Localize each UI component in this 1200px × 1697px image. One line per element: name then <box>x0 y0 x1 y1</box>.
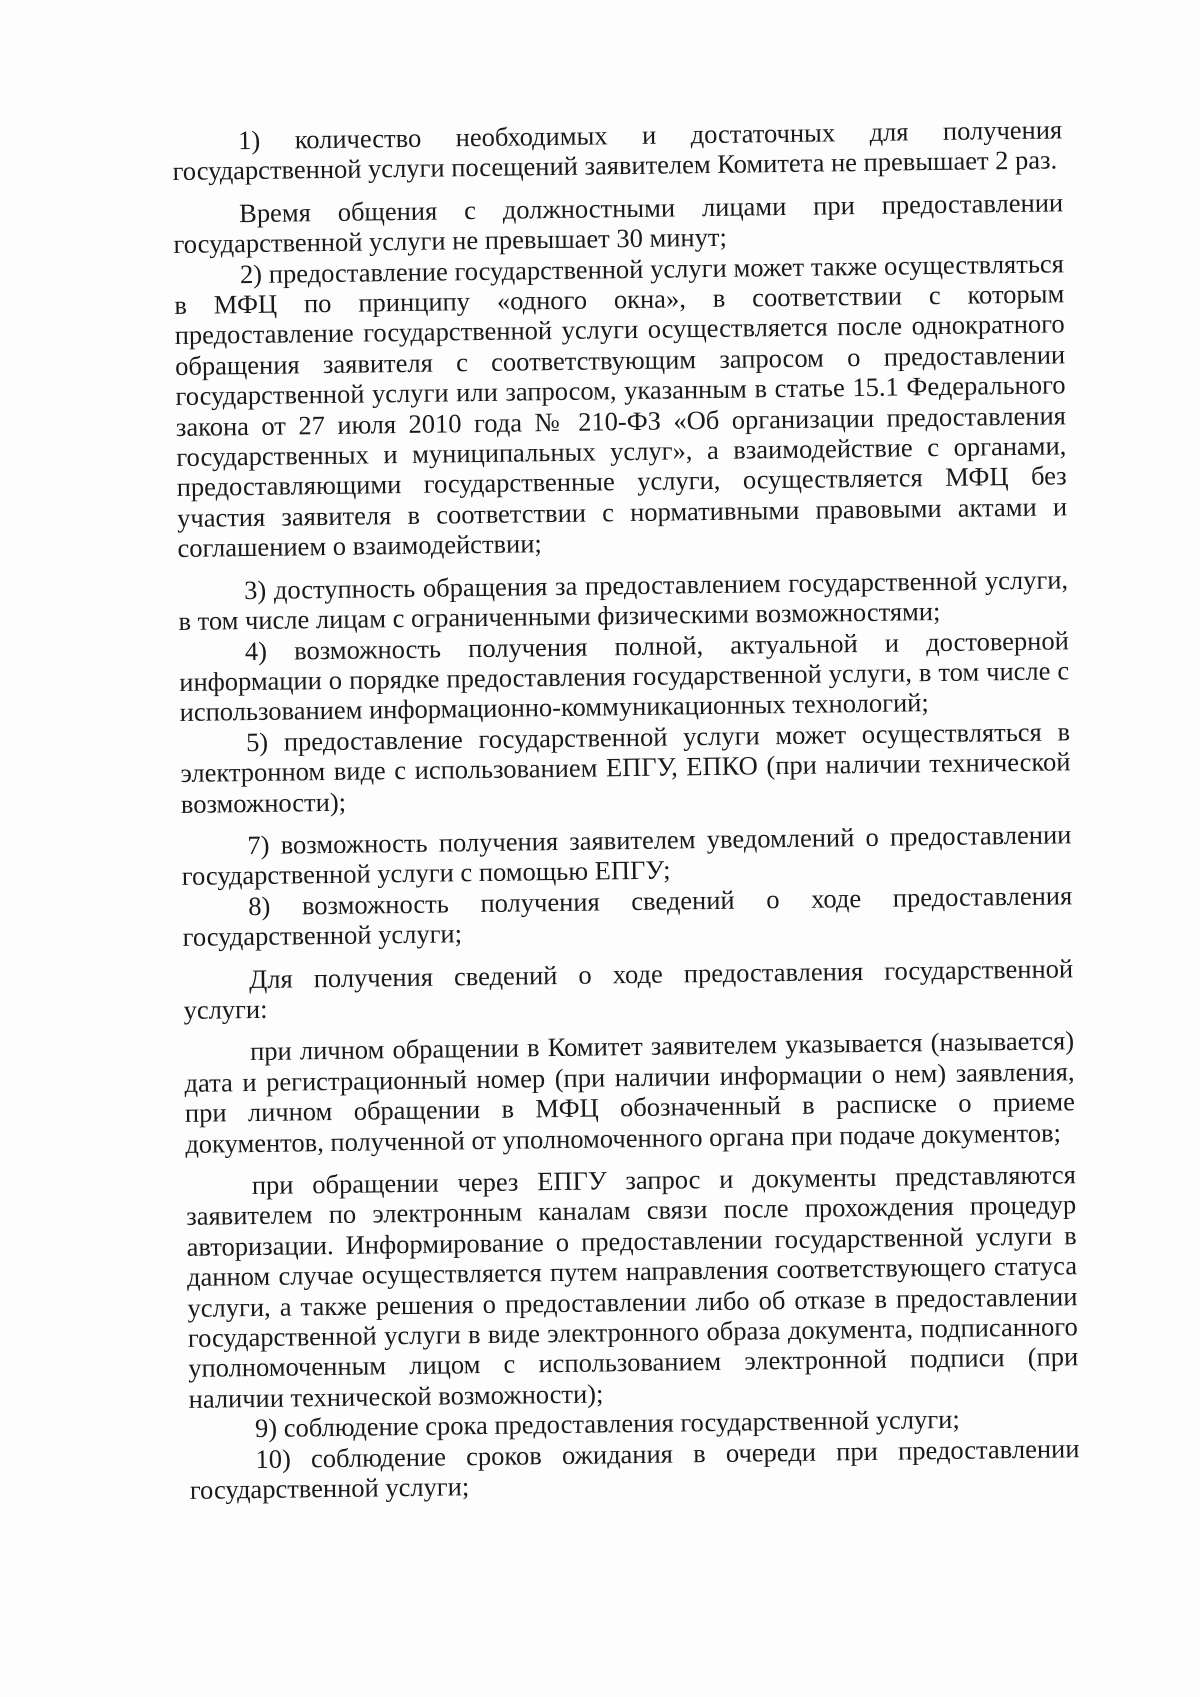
item-4-information: 4) возможность получения полной, актуальной и достоверной информации о порядке предоставления государственной услуги, в том числе с использованием информационно-коммуникационных технологий; <box>179 624 1070 728</box>
status-info-intro: Для получения сведений о ходе предоставления государственной услуги: <box>183 952 1074 1025</box>
item-10-queue: 10) соблюдение сроков ожидания в очереди при предоставлении государственной услуги; <box>189 1432 1080 1505</box>
item-3-accessibility: 3) доступность обращения за предоставлением государственной услуги, в том числе лицам с ограниченными физическими возможностями; <box>178 563 1069 637</box>
document-body <box>172 114 1080 1505</box>
item-5-electronic: 5) предоставление государственной услуги может осуществляться в электронном виде с использованием ЕПГУ, ЕПКО (при наличии технической возможности); <box>180 716 1071 819</box>
epgu-request: при обращении через ЕПГУ запрос и документы представляются заявителем по электронным каналам связи после прохождения процедур авторизации. Информирование о предоставлении государственной услуги в данном случае осуществляется путем направления соответствующего статуса услуги, а также решения о предоставлении либо об отказе в предоставлении государственной услуги в виде электронного образа документа, подписанного уполномоченным лицом с использованием электронной подписи (при наличии технической возможности); <box>186 1159 1079 1414</box>
item-8-status-info: 8) возможность получения сведений о ходе предоставления государственной услуги; <box>182 880 1073 953</box>
item-2-mfc: 2) предоставление государственной услуги может также осуществляться в МФЦ по принципу «одного окна», в соответствии с которым предоставление государственной услуги осуществляется после однократного обращения заявителя с соответствующим запросом о предоставлении государственной услуги или запросом, указанным в статье 15.1 Федерального закона от 27 июля 2010 года № 210-ФЗ «Об организации предоставления государственных и муниципальных услуг», а взаимодействие с органами, предоставляющими государственные услуги, осуществляется МФЦ без участия заявителя в соответствии с нормативными правовыми актами и соглашением о взаимодействии; <box>174 247 1068 564</box>
item-9-deadline: 9) соблюдение срока предоставления государственной услуги; <box>254 1404 960 1444</box>
item-1-visits: 1) количество необходимых и достаточных для получения государственной услуги посещений заявителем Комитета не превышает 2 раз. <box>172 114 1063 187</box>
communication-time: Время общения с должностными лицами при предоставлении государственной услуги не превышает 30 минут; <box>173 187 1064 260</box>
item-7-notifications: 7) возможность получения заявителем уведомлений о предоставлении государственной услуги с помощью ЕПГУ; <box>181 819 1072 892</box>
personal-visit: при личном обращении в Комитет заявителем указывается (называется) дата и регистрационный номер (при наличии информации о нем) заявления, при личном обращении в МФЦ обозначенный в расписке о приеме документов, полученной от уполномоченного органа при подаче документов; <box>184 1025 1076 1159</box>
